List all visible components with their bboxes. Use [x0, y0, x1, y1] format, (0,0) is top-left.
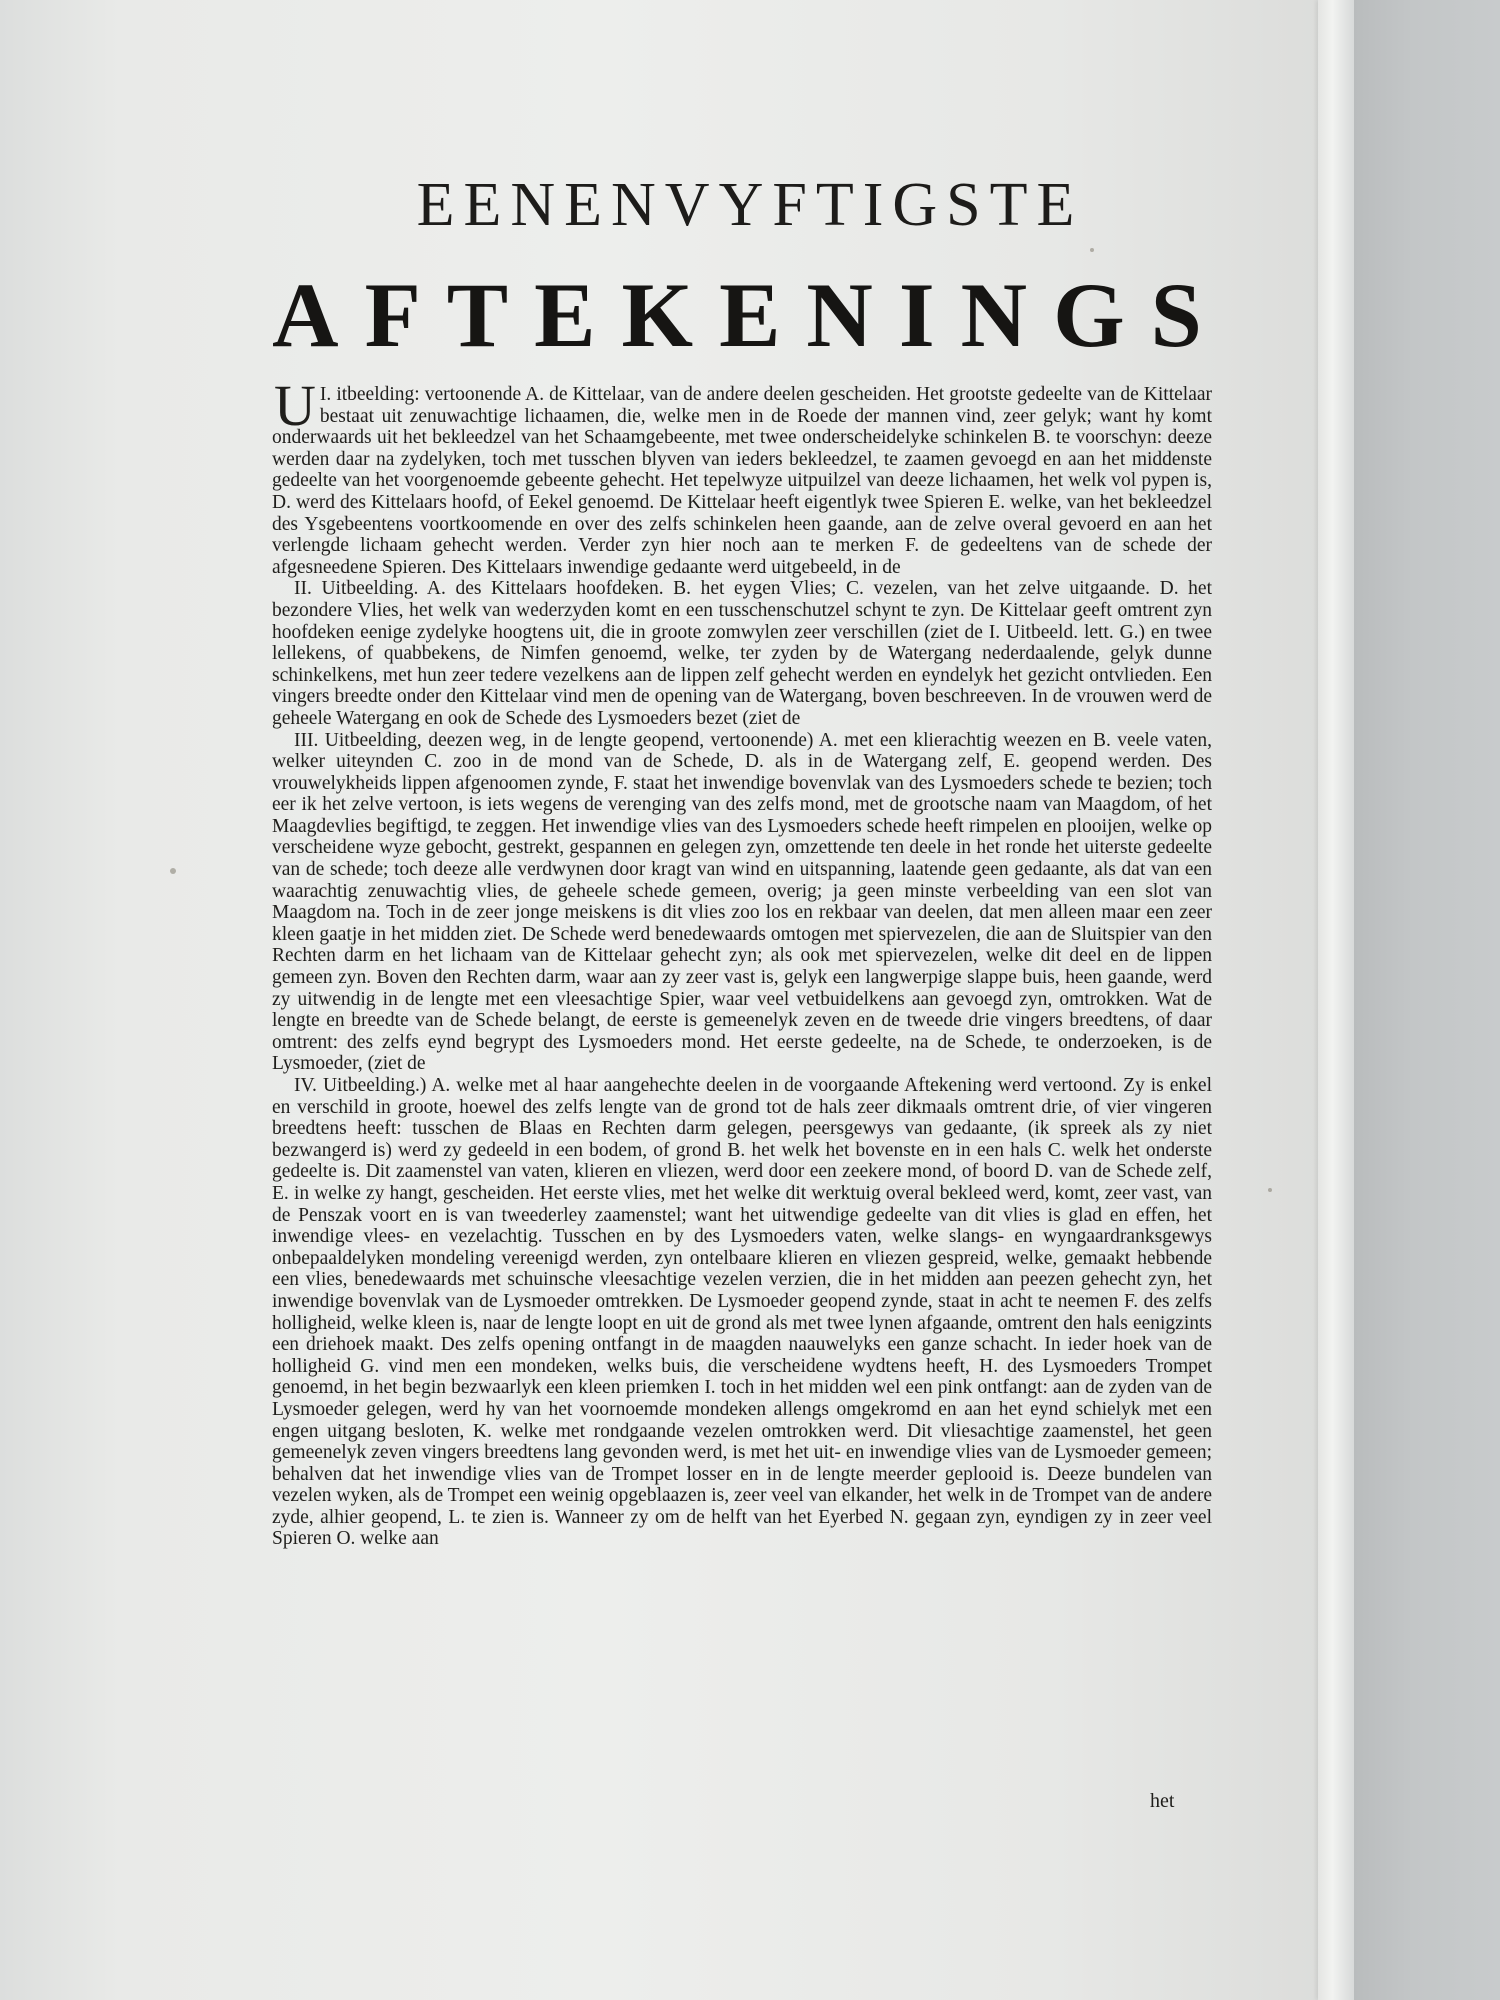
paper-speck	[1268, 1188, 1272, 1192]
paper-speck	[1090, 248, 1094, 252]
page-title-line-2: AFTEKENINGS	[272, 264, 1228, 366]
catchword: het	[1150, 1790, 1175, 1812]
page-title-line-1: EENENVYFTIGSTE	[416, 171, 1084, 239]
drop-cap: U	[274, 373, 316, 438]
paper-speck	[170, 868, 176, 874]
paragraph-3: III. Uitbeelding, deezen weg, in de lengte geopend, vertoonende) A. met een klierachtig weezen en B. veele vaten, welker uiteynden C. zoo in de mond van de Schede, D. als in de Watergang zelf, E. geopend werden. Des vrouwelykheids lippen afgenoomen zynde, F. staat het inwendige bovenvlak van des Lysmoeders schede te bezien; toch eer ik het zelve vertoon, is iets wegens de verenging van des zelfs mond, met de grootsche naam van Maagdom, of het Maagdevlies begiftigd, te zeggen. Het inwendige vlies van des Lysmoeders schede heeft rimpelen en plooijen, welke op verscheidene wyze gebocht, gestrekt, gespannen en gelegen zyn, omzettende ten deele in het ronde het uiterste gedeelte van de schede; toch deeze alle verdwynen door kragt van wind en uitspanning, laatende geen gedaante, als dat van een waarachtig zenuwachtig vlies, de geheele schede gemeen, overig; ja geen minste verbeelding van een slot van Maagdom na. Toch in de zeer jonge meiskens is dit vlies zoo los en rekbaar van deelen, dat men alleen maar een zeer kleen gaatje in het midden ziet. De Schede werd benedewaards omtogen met spiervezelen, die aan de Sluitspier van den Rechten darm en het lichaam van de Kittelaar gehecht zyn; als ook met spiervezelen, welke dit deel en de lippen gemeen zyn. Boven den Rechten darm, waar aan zy zeer vast is, gelyk een langwerpige slappe buis, heen gaande, werd zy uitwendig in de lengte met een vleesachtige Spier, waar veel vetbuidelkens aan gevoegd zyn, omtrokken. Wat de lengte en breedte van de Schede belangt, de eerste is gemeenelyk zeven en de tweede drie vingers breedtens, of daar omtrent: des zelfs eynd begrypt des Lysmoeders mond. Het eerste gedeelte, na de Schede, te onderzoeken, is de Lysmoeder, (ziet de	[272, 729, 1212, 1075]
paragraph-4: IV. Uitbeelding.) A. welke met al haar aangehechte deelen in de voorgaande Aftekening werd vertoond. Zy is enkel en verschild in groote, hoewel des zelfs lengte van de grond tot de hals zeer dikmaals omtrent drie, of vier vingeren breedtens heeft: tusschen de Blaas en Rechten darm gelegen, peersgewys van gedaante, (ik spreek als zy niet bezwangerd is) werd zy gedeeld in een bodem, of grond B. het welk het bovenste en in een hals C. welk het onderste gedeelte is. Dit zaamenstel van vaten, klieren en vliezen, werd door een zeekere mond, of boord D. van de Schede zelf, E. in welke zy hangt, gescheiden. Het eerste vlies, met het welke dit werktuig overal bekleed werd, komt, zeer vast, van de Penszak voort en is van tweederley zaamenstel; want het uitwendige gedeelte van dit vlies is glad en effen, het inwendige vlees- en vezelachtig. Tusschen en by des Lysmoeders vaten, welke slangs- en wyngaardranksgewys onbepaaldelyken mondeling vereenigd werden, zyn ontelbaare klieren en vliezen gespreid, welke, gemaakt hebbende een vlies, benedewaards met schuinsche vleesachtige vezelen verzien, die in het midden aan peezen gehecht zyn, het inwendige bovenvlak van de Lysmoeder omtrekken. De Lysmoeder geopend zynde, staat in acht te neemen F. des zelfs holligheid, welke kleen is, naar de lengte loopt en uit de grond als met twee lynen afgaande, omtrent den hals eenigzints een driehoek maakt. Des zelfs opening ontfangt in de maagden naauwelyks een ganze schacht. In ieder hoek van de holligheid G. vind men een mondeken, welks buis, die verscheidene wydtens heeft, H. des Lysmoeders Trompet genoemd, in het begin bezwaarlyk een kleen priemken I. toch in het midden wel een pink ontfangt: aan de zyden van de Lysmoeder gelegen, werd hy van het voornoemde mondeken allengs omgekromd en aan het eynd schielyk met een engen uitgang besloten, K. welke met rondgaande vezelen omtrokken werd. Dit vliesachtige zaamenstel, het geen gemeenelyk zeven vingers breedtens lang gevonden werd, is met het uit- en inwendige vlies van de Lysmoeder gemeen; behalven dat het inwendige vlies van de Trompet losser en in de lengte meerder geplooid is. Deeze bundelen van vezelen wyken, als de Trompet een weinig opgeblaazen is, zeer veel van elkander, het welk in de Trompet van de andere zyde, alhier geopend, L. te zien is. Wanneer zy om de helft van het Eyerbed N. gegaan zyn, eyndigen zy in zeer veel Spieren O. welke aan	[272, 1075, 1212, 1550]
body-text	[272, 373, 1212, 1550]
paragraph-1-prefix: I.	[319, 384, 337, 405]
paragraph-1	[272, 373, 1212, 578]
paragraph-2: II. Uitbeelding. A. des Kittelaars hoofdeken. B. het eygen Vlies; C. vezelen, van het zelve uitgaande. D. het bezondere Vlies, het welk van wederzyden komt en een tusschenschutzel schynt te zyn. De Kittelaar geeft omtrent zyn hoofdeken eenige zydelyke hoogtens uit, die in groote zomwylen zeer verschillen (ziet de I. Uitbeeld. lett. G.) en twee lellekens, of quabbekens, de Nimfen genoemd, welke, ter zyden by de Watergang nederdaalende, gelyk dunne schinkelkens, met hun zeer tedere vezelkens aan de lippen zelf gehecht werden en eyndelyk het gezicht ontvlieden. Een vingers breedte onder den Kittelaar vind men de opening van de Watergang, boven beschreeven. In de vrouwen werd de geheele Watergang en ook de Schede des Lysmoeders bezet (ziet de	[272, 578, 1212, 729]
paragraph-1-text: itbeelding: vertoonende A. de Kittelaar, van de andere deelen gescheiden. Het grootste gedeelte van de Kittelaar bestaat uit zenuwachtige lichaamen, die, welke men in de Roede der mannen vind, zeer gelyk; want hy komt onderwaards uit het bekleedzel van het Schaamgebeente, met twee onderscheidelyke schinkelen B. te voorschyn: deeze werden daar na zydelyken, toch met tusschen blyven van ieders bekleedzel, te zaamen gevoegd en aan het middenste gedeelte van het voorgenoemde gebeente gehecht. Het tepelwyze uitpuilzel van deeze lichaamen, het welk vol pypen is, D. werd des Kittelaars hoofd, of Eekel genoemd. De Kittelaar heeft eigentlyk twee Spieren E. welke, van het bekleedzel des Ysgebeentens voortkoomende en over des zelfs schinkelen heen gaande, aan de zelve overal gevoerd en aan het verlengde lichaam gehecht werden. Verder zyn hier noch aan te merken F. de gedeeltens van de schede der afgesneedene Spieren. Des Kittelaars inwendige gedaante werd uitgebeeld, in de	[272, 384, 1212, 578]
